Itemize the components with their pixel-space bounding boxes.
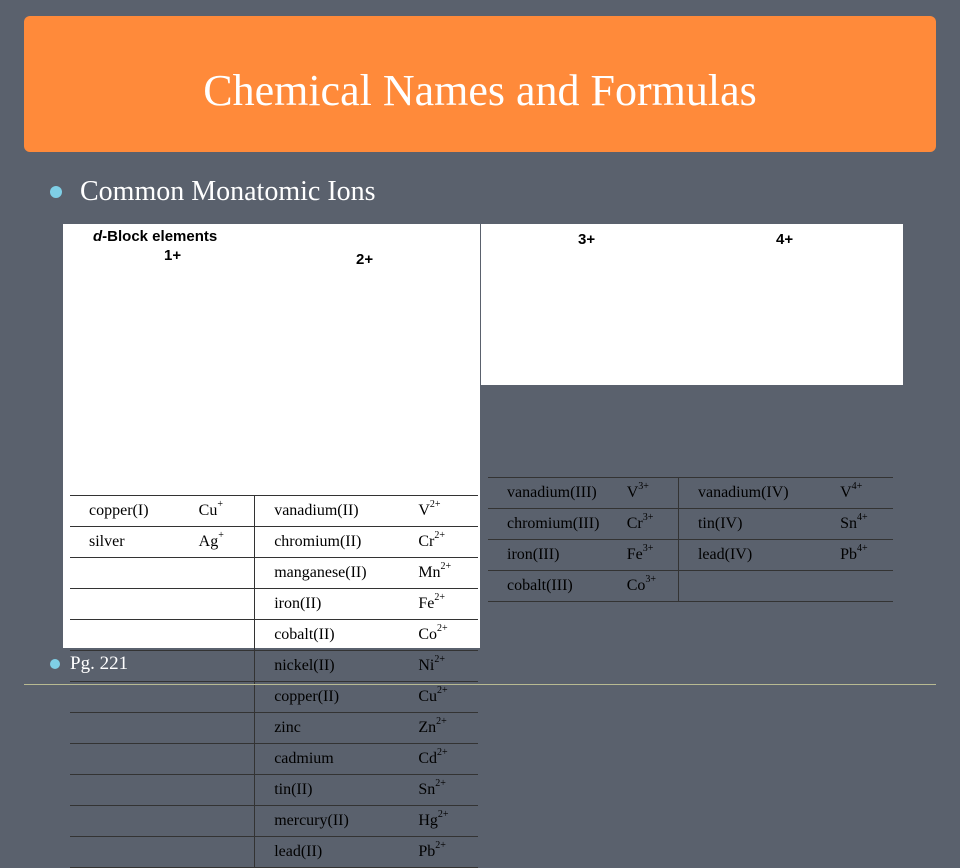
title-bar <box>24 16 936 152</box>
table-row <box>70 620 478 651</box>
ion-name: manganese(II) <box>255 558 415 589</box>
bullet-common-ions <box>50 176 376 208</box>
ion-charge: 2+ <box>434 654 445 665</box>
ion-symbol: $Pb^{4+}$ <box>836 540 893 571</box>
ion-symbol: $Co^{3+}$ <box>623 571 679 602</box>
table-row <box>70 651 478 682</box>
ion-name: chromium(II) <box>255 527 415 558</box>
ion-charge: 3+ <box>645 574 657 585</box>
bullet-page-ref <box>50 653 128 675</box>
ion-symbol <box>195 775 255 806</box>
ion-charge: 2+ <box>436 685 448 696</box>
ion-symbol <box>195 837 255 868</box>
ion-symbol: $Fe^{3+}$ <box>623 540 679 571</box>
ion-charge: 3+ <box>642 543 654 554</box>
table-row <box>488 571 893 602</box>
ion-symbol <box>195 651 255 682</box>
header-4plus: 4+ <box>776 231 794 248</box>
ion-name: cadmium <box>255 744 415 775</box>
ion-name: iron(III) <box>488 540 623 571</box>
ion-name: lead(II) <box>255 837 415 868</box>
ion-symbol: $V^{4+}$ <box>836 478 893 509</box>
ion-name: tin(II) <box>255 775 415 806</box>
ion-name: tin(IV) <box>678 509 836 540</box>
table-row <box>488 540 893 571</box>
ion-symbol: $Cr^{3+}$ <box>623 509 679 540</box>
table-row <box>488 509 893 540</box>
ion-symbol: $Cr^{2+}$ <box>414 527 478 558</box>
ion-name: copper(I) <box>70 496 195 527</box>
ion-symbol: Ag+ <box>195 527 255 558</box>
ion-name <box>70 682 195 713</box>
bullet-text: Common Monatomic Ions <box>80 176 376 207</box>
ion-charge: 4+ <box>856 512 868 523</box>
table-row <box>488 478 893 509</box>
ion-charge: 3+ <box>638 481 649 492</box>
ion-symbol <box>195 806 255 837</box>
ion-symbol: Cu+ <box>195 496 255 527</box>
ion-name: silver <box>70 527 195 558</box>
ion-name <box>70 744 195 775</box>
table-row <box>70 775 478 806</box>
table-row <box>70 496 478 527</box>
ion-name: chromium(III) <box>488 509 623 540</box>
table-row <box>70 713 478 744</box>
ion-name <box>70 806 195 837</box>
ion-symbol <box>195 713 255 744</box>
ion-symbol: $Hg^{2+}$ <box>414 806 478 837</box>
ion-charge: 2+ <box>434 530 445 541</box>
bullet-dot-icon <box>50 659 60 669</box>
ion-symbol: $Co^{2+}$ <box>414 620 478 651</box>
ion-name <box>70 589 195 620</box>
ion-table-left <box>70 495 478 868</box>
ion-name: cobalt(II) <box>255 620 415 651</box>
ion-symbol: $Cu^{2+}$ <box>414 682 478 713</box>
ion-symbol <box>836 571 893 602</box>
table-row <box>70 744 478 775</box>
ion-symbol <box>195 682 255 713</box>
section-title: d-Block elements <box>93 228 218 245</box>
ion-charge: 4+ <box>851 481 863 492</box>
ion-charge: 4+ <box>856 543 868 554</box>
header-3plus: 3+ <box>578 231 596 248</box>
header-1plus: 1+ <box>164 247 182 264</box>
table-row <box>70 589 478 620</box>
table-row <box>70 837 478 868</box>
ion-charge: 2+ <box>435 840 446 851</box>
bullet-dot-icon <box>50 186 62 198</box>
ion-symbol <box>195 620 255 651</box>
ion-charge: 2+ <box>435 778 446 789</box>
ion-name: zinc <box>255 713 415 744</box>
ion-name <box>70 837 195 868</box>
ion-name: copper(II) <box>255 682 415 713</box>
ion-name <box>70 713 195 744</box>
ion-charge: 2+ <box>429 499 441 510</box>
table-row <box>70 682 478 713</box>
ion-symbol: $Sn^{2+}$ <box>414 775 478 806</box>
header-2plus: 2+ <box>356 251 374 268</box>
ion-symbol <box>195 558 255 589</box>
table-row <box>70 806 478 837</box>
ion-charge: 3+ <box>642 512 654 523</box>
ion-charge: 2+ <box>434 592 445 603</box>
ion-symbol: $V^{2+}$ <box>414 496 478 527</box>
ion-symbol: $Mn^{2+}$ <box>414 558 478 589</box>
ion-charge: + <box>217 499 223 510</box>
table-row <box>70 527 478 558</box>
ion-name <box>678 571 836 602</box>
ion-symbol: $Pb^{2+}$ <box>414 837 478 868</box>
ion-name: cobalt(III) <box>488 571 623 602</box>
ion-charge: 2+ <box>440 561 452 572</box>
slide-title: Chemical Names and Formulas <box>203 65 757 115</box>
ion-symbol: $Zn^{2+}$ <box>414 713 478 744</box>
ion-name <box>70 775 195 806</box>
ion-symbol: $Cd^{2+}$ <box>414 744 478 775</box>
ion-table-image-right <box>481 224 903 594</box>
ion-symbol <box>195 744 255 775</box>
ion-symbol <box>195 589 255 620</box>
ion-name: vanadium(III) <box>488 478 623 509</box>
ion-symbol: $Ni^{2+}$ <box>414 651 478 682</box>
ion-name: vanadium(IV) <box>678 478 836 509</box>
ion-table-right <box>488 477 893 602</box>
ion-name <box>70 620 195 651</box>
ion-symbol: $Fe^{2+}$ <box>414 589 478 620</box>
ion-charge: 2+ <box>436 747 448 758</box>
ion-charge: + <box>218 530 224 541</box>
ion-charge: 2+ <box>436 623 448 634</box>
ion-name: iron(II) <box>255 589 415 620</box>
ion-charge: 2+ <box>437 809 449 820</box>
ion-name: mercury(II) <box>255 806 415 837</box>
ion-name <box>70 558 195 589</box>
ion-name: lead(IV) <box>678 540 836 571</box>
ion-charge: 2+ <box>436 716 447 727</box>
ion-name: nickel(II) <box>255 651 415 682</box>
ion-symbol: $Sn^{4+}$ <box>836 509 893 540</box>
table-row <box>70 558 478 589</box>
footer-divider <box>24 684 936 685</box>
ion-symbol: $V^{3+}$ <box>623 478 679 509</box>
ion-name: vanadium(II) <box>255 496 415 527</box>
bullet-text: Pg. 221 <box>70 653 129 674</box>
